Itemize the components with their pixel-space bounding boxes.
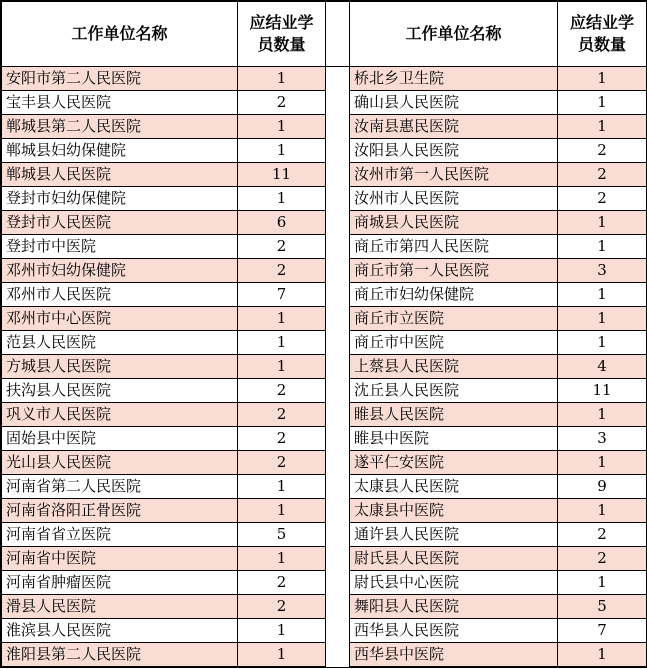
left-name-header[interactable]: 工作单位名称 [2,2,238,67]
left-name-cell[interactable]: 河南省中医院 [2,547,238,571]
table-row [2,547,647,571]
right-name-cell[interactable]: 汝州市第一人民医院 [350,163,558,187]
spacer-cell[interactable] [326,307,350,331]
left-count-cell[interactable]: 1 [238,67,326,91]
spacer-cell[interactable] [326,235,350,259]
right-count-cell[interactable]: 2 [558,139,647,163]
table-row [2,427,647,451]
left-name-cell[interactable]: 巩义市人民医院 [2,403,238,427]
header-row [2,2,647,67]
table-row [2,523,647,547]
right-count-header-line2: 员数量 [577,35,626,54]
trainee-count-table [1,1,647,667]
right-count-header-line1: 应结业学 [569,13,634,32]
right-count-cell[interactable]: 4 [558,355,647,379]
left-count-cell[interactable]: 2 [238,403,326,427]
table-row [2,259,647,283]
left-count-cell[interactable]: 2 [238,571,326,595]
spacer-cell[interactable] [326,643,350,667]
table-row [2,379,647,403]
spacer-cell[interactable] [326,403,350,427]
left-name-cell[interactable]: 郸城县人民医院 [2,163,238,187]
right-name-cell[interactable]: 睢县中医院 [350,427,558,451]
left-count-cell[interactable]: 2 [238,235,326,259]
table-row [2,499,647,523]
left-name-cell[interactable]: 邓州市妇幼保健院 [2,259,238,283]
spacer-cell[interactable] [326,547,350,571]
right-count-cell[interactable]: 1 [558,499,647,523]
left-name-cell[interactable]: 安阳市第二人民医院 [2,67,238,91]
left-count-header-line1: 应结业学 [249,13,314,32]
left-count-cell[interactable]: 1 [238,187,326,211]
left-name-cell[interactable]: 淮滨县人民医院 [2,619,238,643]
table-row [2,307,647,331]
left-count-cell[interactable]: 1 [238,499,326,523]
left-name-cell[interactable]: 郸城县第二人民医院 [2,115,238,139]
right-name-cell[interactable]: 汝阳县人民医院 [350,139,558,163]
right-name-cell[interactable]: 商丘市中医院 [350,331,558,355]
table-row [2,163,647,187]
right-name-cell[interactable]: 商城县人民医院 [350,211,558,235]
left-count-cell[interactable]: 1 [238,139,326,163]
right-count-cell[interactable]: 1 [558,115,647,139]
spacer-cell[interactable] [326,211,350,235]
left-name-cell[interactable]: 登封市人民医院 [2,211,238,235]
right-count-cell[interactable]: 2 [558,547,647,571]
right-name-cell[interactable]: 桥北乡卫生院 [350,67,558,91]
right-count-cell[interactable]: 2 [558,187,647,211]
right-count-cell[interactable]: 1 [558,67,647,91]
spacer-cell[interactable] [326,355,350,379]
spacer-cell[interactable] [326,259,350,283]
right-name-cell[interactable]: 确山县人民医院 [350,91,558,115]
left-count-cell[interactable]: 1 [238,355,326,379]
left-count-cell[interactable]: 1 [238,643,326,667]
right-count-cell[interactable]: 9 [558,475,647,499]
right-count-cell[interactable]: 3 [558,259,647,283]
right-name-cell[interactable]: 上蔡县人民医院 [350,355,558,379]
right-name-cell[interactable]: 汝州市人民医院 [350,187,558,211]
right-name-cell[interactable]: 汝南县惠民医院 [350,115,558,139]
table-row [2,451,647,475]
left-name-cell[interactable]: 河南省省立医院 [2,523,238,547]
spacer-cell[interactable] [326,139,350,163]
left-name-cell[interactable]: 邓州市中心医院 [2,307,238,331]
right-count-cell[interactable]: 7 [558,619,647,643]
right-name-cell[interactable]: 尉氏县人民医院 [350,547,558,571]
left-name-cell[interactable]: 扶沟县人民医院 [2,379,238,403]
spacer-cell[interactable] [326,283,350,307]
left-count-cell[interactable]: 7 [238,283,326,307]
spacer-cell[interactable] [326,115,350,139]
table-row [2,331,647,355]
right-count-cell[interactable]: 1 [558,643,647,667]
spacer-cell[interactable] [326,619,350,643]
table-row [2,571,647,595]
left-name-cell[interactable]: 郸城县妇幼保健院 [2,139,238,163]
spacer-column-header[interactable] [326,2,350,67]
left-count-cell[interactable]: 2 [238,379,326,403]
left-name-cell[interactable]: 登封市妇幼保健院 [2,187,238,211]
right-name-cell[interactable]: 沈丘县人民医院 [350,379,558,403]
left-count-header[interactable] [238,2,326,67]
table-row [2,211,647,235]
right-count-cell[interactable]: 5 [558,595,647,619]
spacer-cell[interactable] [326,187,350,211]
right-count-cell[interactable]: 1 [558,91,647,115]
left-count-cell[interactable]: 2 [238,427,326,451]
spacer-cell[interactable] [326,67,350,91]
right-count-cell[interactable]: 11 [558,379,647,403]
right-name-cell[interactable]: 太康县人民医院 [350,475,558,499]
right-name-cell[interactable]: 西华县人民医院 [350,619,558,643]
right-name-cell[interactable]: 通许县人民医院 [350,523,558,547]
spacer-cell[interactable] [326,331,350,355]
table-row [2,67,647,91]
right-count-header[interactable] [558,2,647,67]
left-count-cell[interactable]: 1 [238,619,326,643]
left-count-cell[interactable]: 1 [238,115,326,139]
table-row [2,643,647,667]
left-name-cell[interactable]: 固始县中医院 [2,427,238,451]
left-name-cell[interactable]: 登封市中医院 [2,235,238,259]
left-count-cell[interactable]: 11 [238,163,326,187]
table-row [2,187,647,211]
right-count-cell[interactable]: 2 [558,523,647,547]
table-row [2,139,647,163]
right-count-cell[interactable]: 1 [558,571,647,595]
left-name-cell[interactable]: 滑县人民医院 [2,595,238,619]
left-count-cell[interactable]: 6 [238,211,326,235]
right-count-cell[interactable]: 2 [558,163,647,187]
left-count-cell[interactable]: 5 [238,523,326,547]
spacer-cell[interactable] [326,163,350,187]
spacer-cell[interactable] [326,91,350,115]
spacer-cell[interactable] [326,475,350,499]
left-count-cell[interactable]: 2 [238,259,326,283]
table-row [2,619,647,643]
right-count-cell[interactable]: 1 [558,403,647,427]
right-name-cell[interactable]: 睢县人民医院 [350,403,558,427]
right-count-cell[interactable]: 1 [558,283,647,307]
left-name-cell[interactable]: 淮阳县第二人民医院 [2,643,238,667]
spacer-cell[interactable] [326,499,350,523]
right-name-header[interactable]: 工作单位名称 [350,2,558,67]
right-count-cell[interactable]: 3 [558,427,647,451]
right-count-cell[interactable]: 1 [558,307,647,331]
table-row [2,235,647,259]
table-row [2,403,647,427]
left-count-cell[interactable]: 1 [238,331,326,355]
left-name-cell[interactable]: 河南省肿瘤医院 [2,571,238,595]
left-count-cell[interactable]: 2 [238,595,326,619]
spacer-cell[interactable] [326,595,350,619]
left-name-cell[interactable]: 河南省第二人民医院 [2,475,238,499]
spacer-cell[interactable] [326,571,350,595]
right-name-cell[interactable]: 舞阳县人民医院 [350,595,558,619]
spacer-cell[interactable] [326,523,350,547]
spacer-cell[interactable] [326,451,350,475]
right-name-cell[interactable]: 商丘市立医院 [350,307,558,331]
right-count-cell[interactable]: 1 [558,235,647,259]
table-row [2,595,647,619]
spacer-cell[interactable] [326,379,350,403]
left-count-cell[interactable]: 1 [238,547,326,571]
right-name-cell[interactable]: 尉氏县中心医院 [350,571,558,595]
left-count-header-line2: 员数量 [257,35,306,54]
table-row [2,475,647,499]
left-name-cell[interactable]: 范县人民医院 [2,331,238,355]
right-name-cell[interactable]: 商丘市妇幼保健院 [350,283,558,307]
right-count-cell[interactable]: 1 [558,331,647,355]
right-name-cell[interactable]: 太康县中医院 [350,499,558,523]
left-name-cell[interactable]: 邓州市人民医院 [2,283,238,307]
table-row [2,283,647,307]
table-body [2,67,647,667]
right-name-cell[interactable]: 西华县中医院 [350,643,558,667]
left-name-cell[interactable]: 宝丰县人民医院 [2,91,238,115]
table-row [2,91,647,115]
right-count-cell[interactable]: 1 [558,451,647,475]
table-row [2,355,647,379]
table-row [2,115,647,139]
spacer-cell[interactable] [326,427,350,451]
left-count-cell[interactable]: 1 [238,307,326,331]
right-name-cell[interactable]: 商丘市第四人民医院 [350,235,558,259]
right-name-cell[interactable]: 商丘市第一人民医院 [350,259,558,283]
left-count-cell[interactable]: 1 [238,475,326,499]
left-name-cell[interactable]: 河南省洛阳正骨医院 [2,499,238,523]
left-name-cell[interactable]: 光山县人民医院 [2,451,238,475]
right-name-cell[interactable]: 遂平仁安医院 [350,451,558,475]
left-count-cell[interactable]: 2 [238,451,326,475]
left-count-cell[interactable]: 2 [238,91,326,115]
right-count-cell[interactable]: 1 [558,211,647,235]
left-name-cell[interactable]: 方城县人民医院 [2,355,238,379]
